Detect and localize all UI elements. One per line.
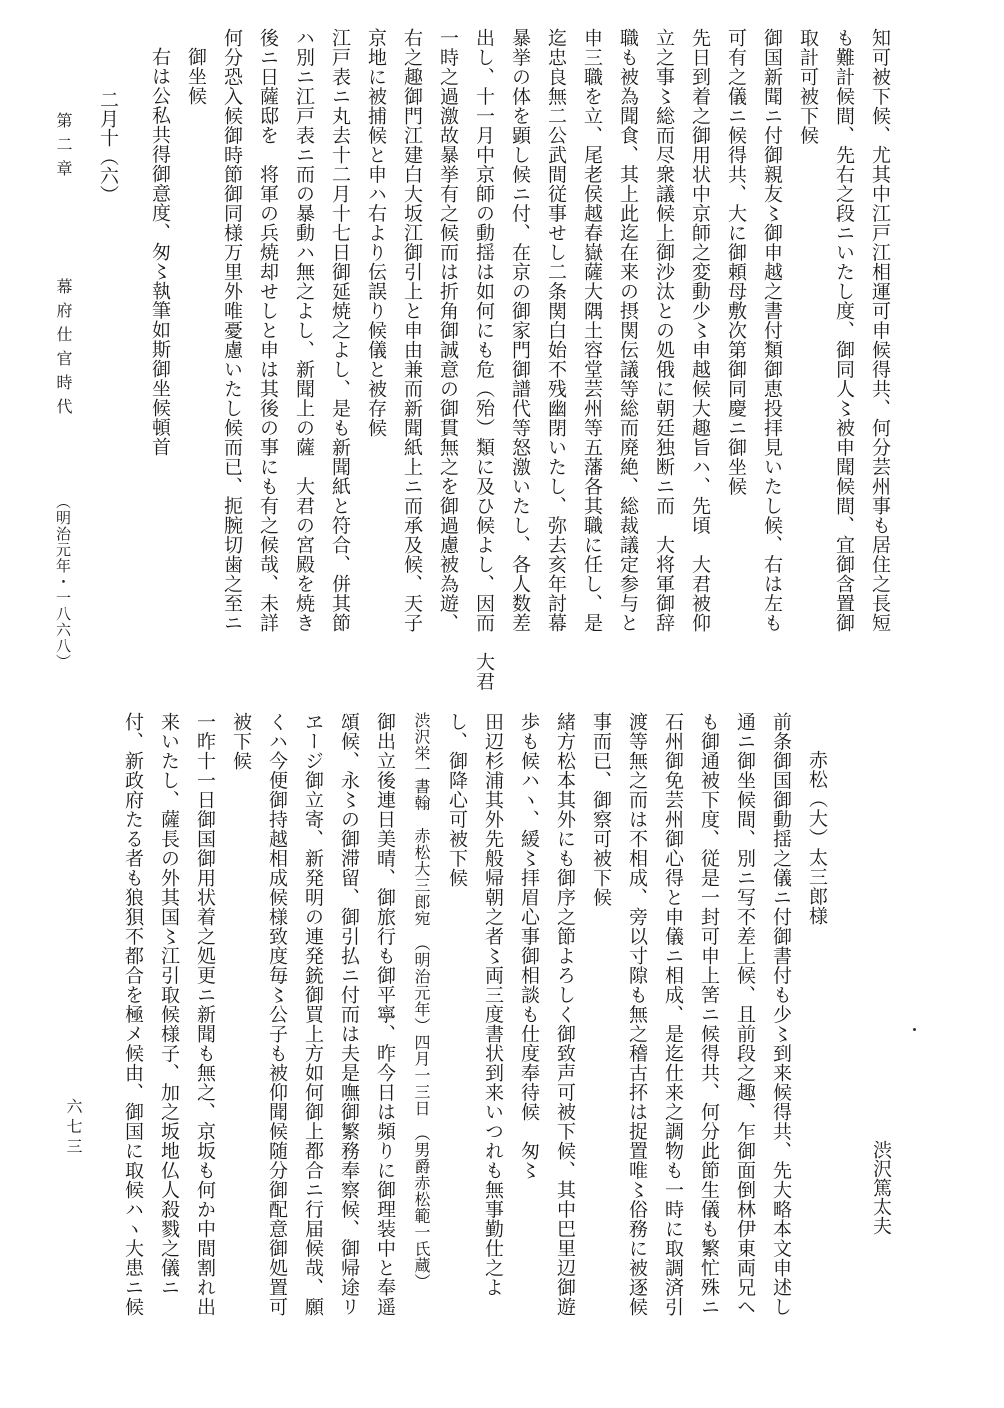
chapter-label: 第二章 — [54, 112, 73, 184]
text-line: 御出立後連日美晴、御旅行も御平寧、昨今日は頻りに御理装中と奉遥 — [374, 712, 396, 1317]
text-line: 取計可被下候 — [797, 28, 819, 145]
bottom-letter-body — [100, 712, 835, 1317]
top-letter-body — [138, 28, 898, 691]
text-line: 申三職を立、尾老侯越春嶽薩大隅土容堂芸州等五藩各其職に任し、是 — [581, 28, 603, 633]
text-line: 一時之過激故暴挙有之候而は折角御誠意の御貫無之を御過慮被為遊、 — [437, 28, 459, 633]
text-line: 後ニ日薩邸を 将軍の兵焼却せしと申は其後の事にも有之候哉、未詳 — [257, 28, 279, 633]
text-line: も御通被下度、従是一封可申上筈ニ候得共、何分此節生儀も繁忙殊ニ — [698, 712, 720, 1317]
text-line: 前条御国御動揺之儀ニ付御書付も少〻到来候得共、先大略本文申述し — [770, 712, 792, 1317]
text-line: 歩も候ハヽ、緩〻拝眉心事御相談も仕度奉待候 匆〻 — [518, 712, 540, 1180]
text-line: 何分恐入候御時節御同様万里外唯憂慮いたし候而已、扼腕切歯之至ニ — [221, 28, 243, 633]
addressee-line: 赤松（大）太三郎様 — [806, 750, 828, 926]
text-line: ハ別ニ江戸表ニ而の暴動ハ無之よし、新聞上の薩 大君の宮殿を焼き — [293, 28, 315, 633]
text-line: 先日到着之御用状中京師之変動少〻申越候大趣旨ハ、先頃 大君被仰 — [689, 28, 711, 633]
text-line: 知可被下候、尤其中江戸江相運可申候得共、何分芸州事も居住之長短 — [869, 28, 891, 633]
letter-heading: 渋沢栄一書翰 赤松大三郎宛 （明治元年）四月一三日 （男爵赤松範一氏蔵） — [412, 712, 431, 1290]
text-line: 付、新政府たる者も狼狽不都合を極メ候由、御国に取候ハヽ大患ニ候 — [122, 712, 144, 1317]
text-line: 頌候、永〻の御滞留、御引払ニ付而は夫是嘸御繁務奉察候、御帰途リ — [338, 712, 360, 1317]
text-line: ヱージ御立寄、新発明の連発銃御買上方如何御上都合ニ行届候哉、願 — [302, 712, 324, 1317]
text-line: 江戸表ニ丸去十二月十七日御延焼之よし、是も新聞紙と符合、併其節 — [329, 28, 351, 633]
text-line: 事而已、御察可被下候 — [590, 712, 612, 907]
text-line: 来いたし、薩長の外其国〻江引取候様子、加之坂地仏人殺戮之儀ニ — [158, 712, 180, 1297]
text-line: 御坐候 — [185, 47, 207, 106]
text-line: 出し、十一月中京師の動揺は如何にも危（殆）類に及ひ候よし、因而 大君 — [473, 28, 495, 691]
signature-shibusawa: 渋沢篤太夫 — [870, 1140, 892, 1235]
text-line: 渡等無之而は不相成、旁以寸隙も無之稽古抔は捉置唯〻俗務に被逐候 — [626, 712, 648, 1317]
text-line: 一昨十一日御国御用状着之処更ニ新聞も無之、京坂も何か中間割れ出 — [194, 712, 216, 1317]
text-line: 石州御免芸州御心得と申儀ニ相成、是迄仕来之調物も一時に取調済引 — [662, 712, 684, 1317]
print-speck — [913, 1028, 916, 1031]
text-line: 可有之儀ニ候得共、大に御頼母敷次第御同慶ニ御坐候 — [725, 28, 747, 496]
text-line: 緒方松本其外にも御序之節よろしく御致声可被下候、其中巴里辺御遊 — [554, 712, 576, 1317]
text-line: くハ今便御持越相成候様致度毎〻公子も被仰聞候随分御配意御処置可 — [266, 712, 288, 1317]
text-line: 京地に被捕候と申ハ右より伝誤り候儀と被存候 — [365, 28, 387, 438]
era-note: （明治元年・一八六八） — [54, 494, 72, 670]
text-line: 暴挙の体を顕し候ニ付、在京の御家門御譜代等怒激いたし、各人数差 — [509, 28, 531, 633]
text-line: も難計候間、先右之段ニいたし度、御同人〻被申聞候間、宜御含置御 — [833, 28, 855, 633]
letter-date: 二月十（六） — [97, 90, 119, 204]
text-line: 被下候 — [230, 712, 252, 771]
text-line: 右は公私共得御意度、匆〻執筆如斯御坐候頓首 — [149, 47, 171, 457]
chapter-title: 幕府仕官時代 — [54, 278, 73, 422]
text-line: 御国新聞ニ付御親友〻御申越之書付類御恵投拝見いたし候、右は左も — [761, 28, 783, 633]
text-line: 迄忠良無二公武間従事せし二条関白始不残幽閉いたし、弥去亥年討幕 — [545, 28, 567, 633]
page-number: 六七三 — [64, 1098, 83, 1158]
running-head — [52, 112, 75, 670]
text-line: し、御降心可被下候 — [446, 712, 468, 888]
text-line: 田辺杉浦其外先般帰朝之者〻両三度書状到来いつれも無事勤仕之よ — [482, 712, 504, 1297]
text-line: 立之事〻総而尽衆議候上御沙汰との処俄に朝廷独断ニ而 大将軍御辞 — [653, 28, 675, 633]
text-line: 職も被為聞食、其上此迄在来の摂関伝議等総而廃絶、総裁議定参与と — [617, 28, 639, 633]
text-line: 通ニ御坐候間、別ニ写不差上候、且前段之趣、乍御面倒林伊東両兄ヘ — [734, 712, 756, 1317]
text-line: 右之趣御門江建白大坂江御引上と申由兼而新聞紙上ニ而承及候、天子 — [401, 28, 423, 633]
